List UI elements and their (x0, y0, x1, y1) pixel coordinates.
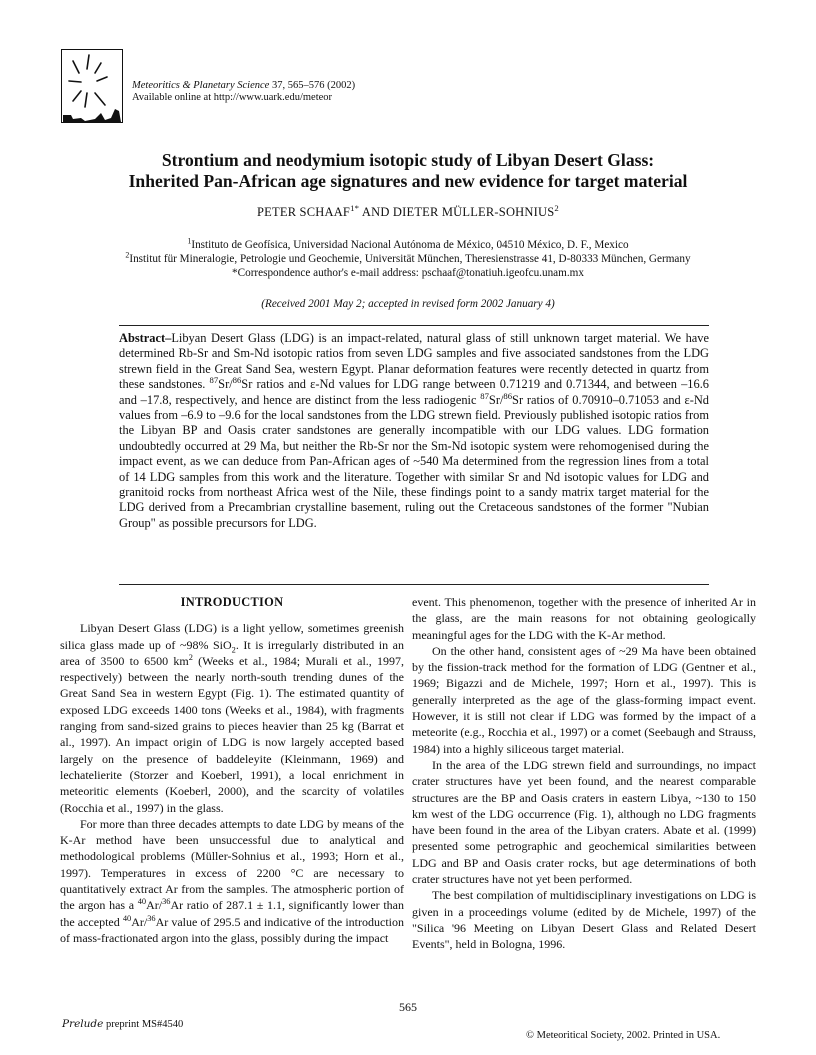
paragraph-text: Ar/ (146, 898, 163, 913)
abstract-text: Sr/ (488, 392, 504, 407)
page-number: 565 (399, 1000, 417, 1014)
subscript: 2 (231, 644, 236, 654)
left-column (60, 594, 404, 946)
isotope-mass: 40 (137, 897, 147, 907)
author-conjunction: AND (359, 205, 393, 219)
preprint-brand: Prelude (62, 1018, 104, 1030)
section-heading: INTRODUCTION (180, 595, 284, 609)
abstract-text: Sr/ (218, 377, 233, 392)
preprint-label (62, 1018, 183, 1030)
journal-url: Available online at http://www.uark.edu/meteor (132, 92, 333, 103)
paragraph-text: Ar value of 295.5 and indicative of the introduction of mass-fractionated argon into the glass, possibly during the impact (60, 914, 404, 945)
journal-citation (132, 80, 355, 104)
abstract-text: Sr ratios of 0.70910–0.71053 and ε-Nd values from –6.9 to –9.6 for the local sandstones from the LDG strewn field. Previously published isotopic ratios from the Libyan BP and Oasis crater sandstones are generally incompatible with our LDG values. LDG formation undoubtedly occurred at 29 Ma, but neither the Rb-Sr nor the Sm-Nd isotopic system were rehomogenised during the impact event, as we can deduce from Pan-African ages of ~540 Ma determined from the regression lines from a total of 14 LDG samples from this work and the literature. Together with similar Sr and Nd isotopic values for LDG and granitoid rocks from northeast Africa west of the Nile, these findings point to a sandy matrix target material for the LDG derived from a Precambrian crystalline basement, ruling out the Cretaceous sandstones of the former "Nubian Group" as possible precursors for LDG. (119, 392, 709, 530)
paragraph-text: Ar/ (131, 914, 148, 929)
isotope-mass: 36 (147, 913, 156, 923)
author-1: PETER SCHAAF (257, 205, 351, 219)
abstract (119, 331, 709, 531)
abstract-top-rule (119, 325, 709, 326)
paragraph-text: Libyan Desert Glass (LDG) is a light yellow, sometimes greenish silica glass made up of ~98% SiO (60, 621, 404, 652)
journal-logo (61, 49, 123, 123)
affiliation-2 (40, 252, 776, 266)
abstract-bottom-rule (119, 584, 709, 585)
author-2: DIETER MÜLLER-SOHNIUS (392, 205, 555, 219)
journal-name: Meteoritics & Planetary Science (132, 80, 270, 91)
preprint-id: preprint MS#4540 (103, 1019, 184, 1030)
isotope-mass: 86 (503, 390, 513, 401)
paragraph: event. This phenomenon, together with the presence of inherited Ar in the glass, are the main reasons for not obtaining geologically meaningful ages for the LDG with the K-Ar method. (412, 595, 756, 642)
affiliation-1-mark: 1 (187, 236, 192, 246)
abstract-label: Abstract– (119, 331, 172, 345)
isotope-mass: 36 (162, 897, 171, 907)
affiliations (40, 238, 776, 280)
affiliation-1-text: Instituto de Geofísica, Universidad Nacional Autónoma de México, 04510 México, D. F., Mexico (191, 239, 629, 251)
isotope-mass: 87 (480, 390, 489, 401)
correspondence: *Correspondence author's e-mail address: pschaaf@tonatiuh.igeofcu.unam.mx (232, 267, 584, 279)
isotope-mass: 40 (122, 913, 132, 923)
paragraph: In the area of the LDG strewn field and surroundings, no impact crater structures have yet been found, and the nearest comparable structures are the BP and Oasis craters in eastern Libya, ~130 to 150 km west of the LDG occurrence (Fig. 1), although no LDG fragments have been found in the area of the Libyan craters. Abate et al. (1999) presented some petrographic and geochemical similarities between LDG and BP and Oasis crater rocks, but age determinations of both crater structures have not yet been performed. (412, 757, 756, 887)
affiliation-2-mark: 2 (125, 250, 130, 260)
paper-title (40, 150, 776, 192)
journal-line-1 (132, 80, 355, 92)
copyright: © Meteoritical Society, 2002. Printed in USA. (526, 1030, 721, 1041)
paragraph-text: Ar ratio of 287.1 ± 1.1, significantly lower than the accepted (60, 898, 404, 929)
paragraph: On the other hand, consistent ages of ~29 Ma have been obtained by the fission-track method for the formation of LDG (Gentner et al., 1969; Bigazzi and de Michele, 1997; Horn et al., 1997). This is generally interpreted as the age of the glass-forming impact event. However, it is still not clear if LDG was formed by the impact of a meteorite (e.g., Rocchia et al., 1997) or a comet (Seebaugh and Strauss, 1984) into a highly siliceous target material. (412, 643, 756, 756)
paragraph (60, 816, 404, 946)
title-line-2: Inherited Pan-African age signatures and new evidence for target material (128, 171, 688, 191)
received-dates: (Received 2001 May 2; accepted in revised form 2002 January 4) (261, 298, 555, 310)
paragraph-text: (Weeks et al., 1984; Murali et al., 1997, respectively) between the nearly north-south trending dunes of the Great Sand Sea in western Egypt (Fig. 1). The estimated quantity of exposed LDG exceeds 1400 tons (Weeks et al., 1984), with fragments ranging from sand-sized grains to pieces heavier than 25 kg (Barrat et al., 1997). An impact origin of LDG is now largely accepted based largely on the presence of baddeleyite (Kleinmann, 1969) and lechatelierite (Storzer and Koeberl, 1991), a local enrichment in meteoritic elements (Koeberl, 2000), and the scarcity of volatiles (Rocchia et al., 1997) in the glass. (60, 653, 404, 815)
paragraph (60, 620, 404, 816)
title-line-1: Strontium and neodymium isotopic study of Libyan Desert Glass: (161, 150, 655, 170)
isotope-mass: 86 (232, 375, 242, 386)
paragraph-text: For more than three decades attempts to date LDG by means of the K-Ar method have been unsuccessful due to analytical and methodological problems (Müller-Sohnius et al., 1993; Horn et al., 1997). Temperatures in excess of 2200 °C are necessary to quantitatively extract Ar from the samples. The atmospheric portion of the argon has a (60, 816, 404, 913)
author-1-mark: 1* (350, 202, 360, 213)
affiliation-2-text: Institut für Mineralogie, Petrologie und Geochemie, Universität München, Theresienstrasse 41, D-80333 München, Germany (129, 253, 691, 265)
paragraph: The best compilation of multidisciplinary investigations on LDG is given in a proceedings volume (edited by de Michele, 1997) of the "Silica '96 Meeting on Libyan Desert Glass and Related Desert Events", held in Bologna, 1996. (412, 888, 756, 952)
right-column (412, 594, 756, 953)
affiliation-1 (40, 238, 776, 252)
author-2-mark: 2 (554, 202, 559, 213)
paragraph-text: . It is irregularly distributed in an area of 3500 to 6500 km (60, 637, 404, 668)
author-list (40, 202, 776, 220)
isotope-mass: 87 (209, 375, 219, 386)
abstract-text: Sr ratios and ε-Nd values for LDG range between 0.71219 and 0.71344, and between –16.6 and –17.8, respectively, and hence are distinct from the less radiogenic (119, 377, 709, 407)
journal-volume: 37, 565–576 (2002) (269, 80, 356, 91)
superscript: 2 (188, 652, 193, 662)
abstract-text: Libyan Desert Glass (LDG) is an impact-related, natural glass of still unknown target material. We have determined Rb-Sr and Sm-Nd isotopic ratios from seven LDG samples and five associated sandstones from the LDG strewn field in the Great Sand Sea, western Egypt. Planar deformation features were recently detected in quartz from these sandstones. (119, 331, 709, 392)
